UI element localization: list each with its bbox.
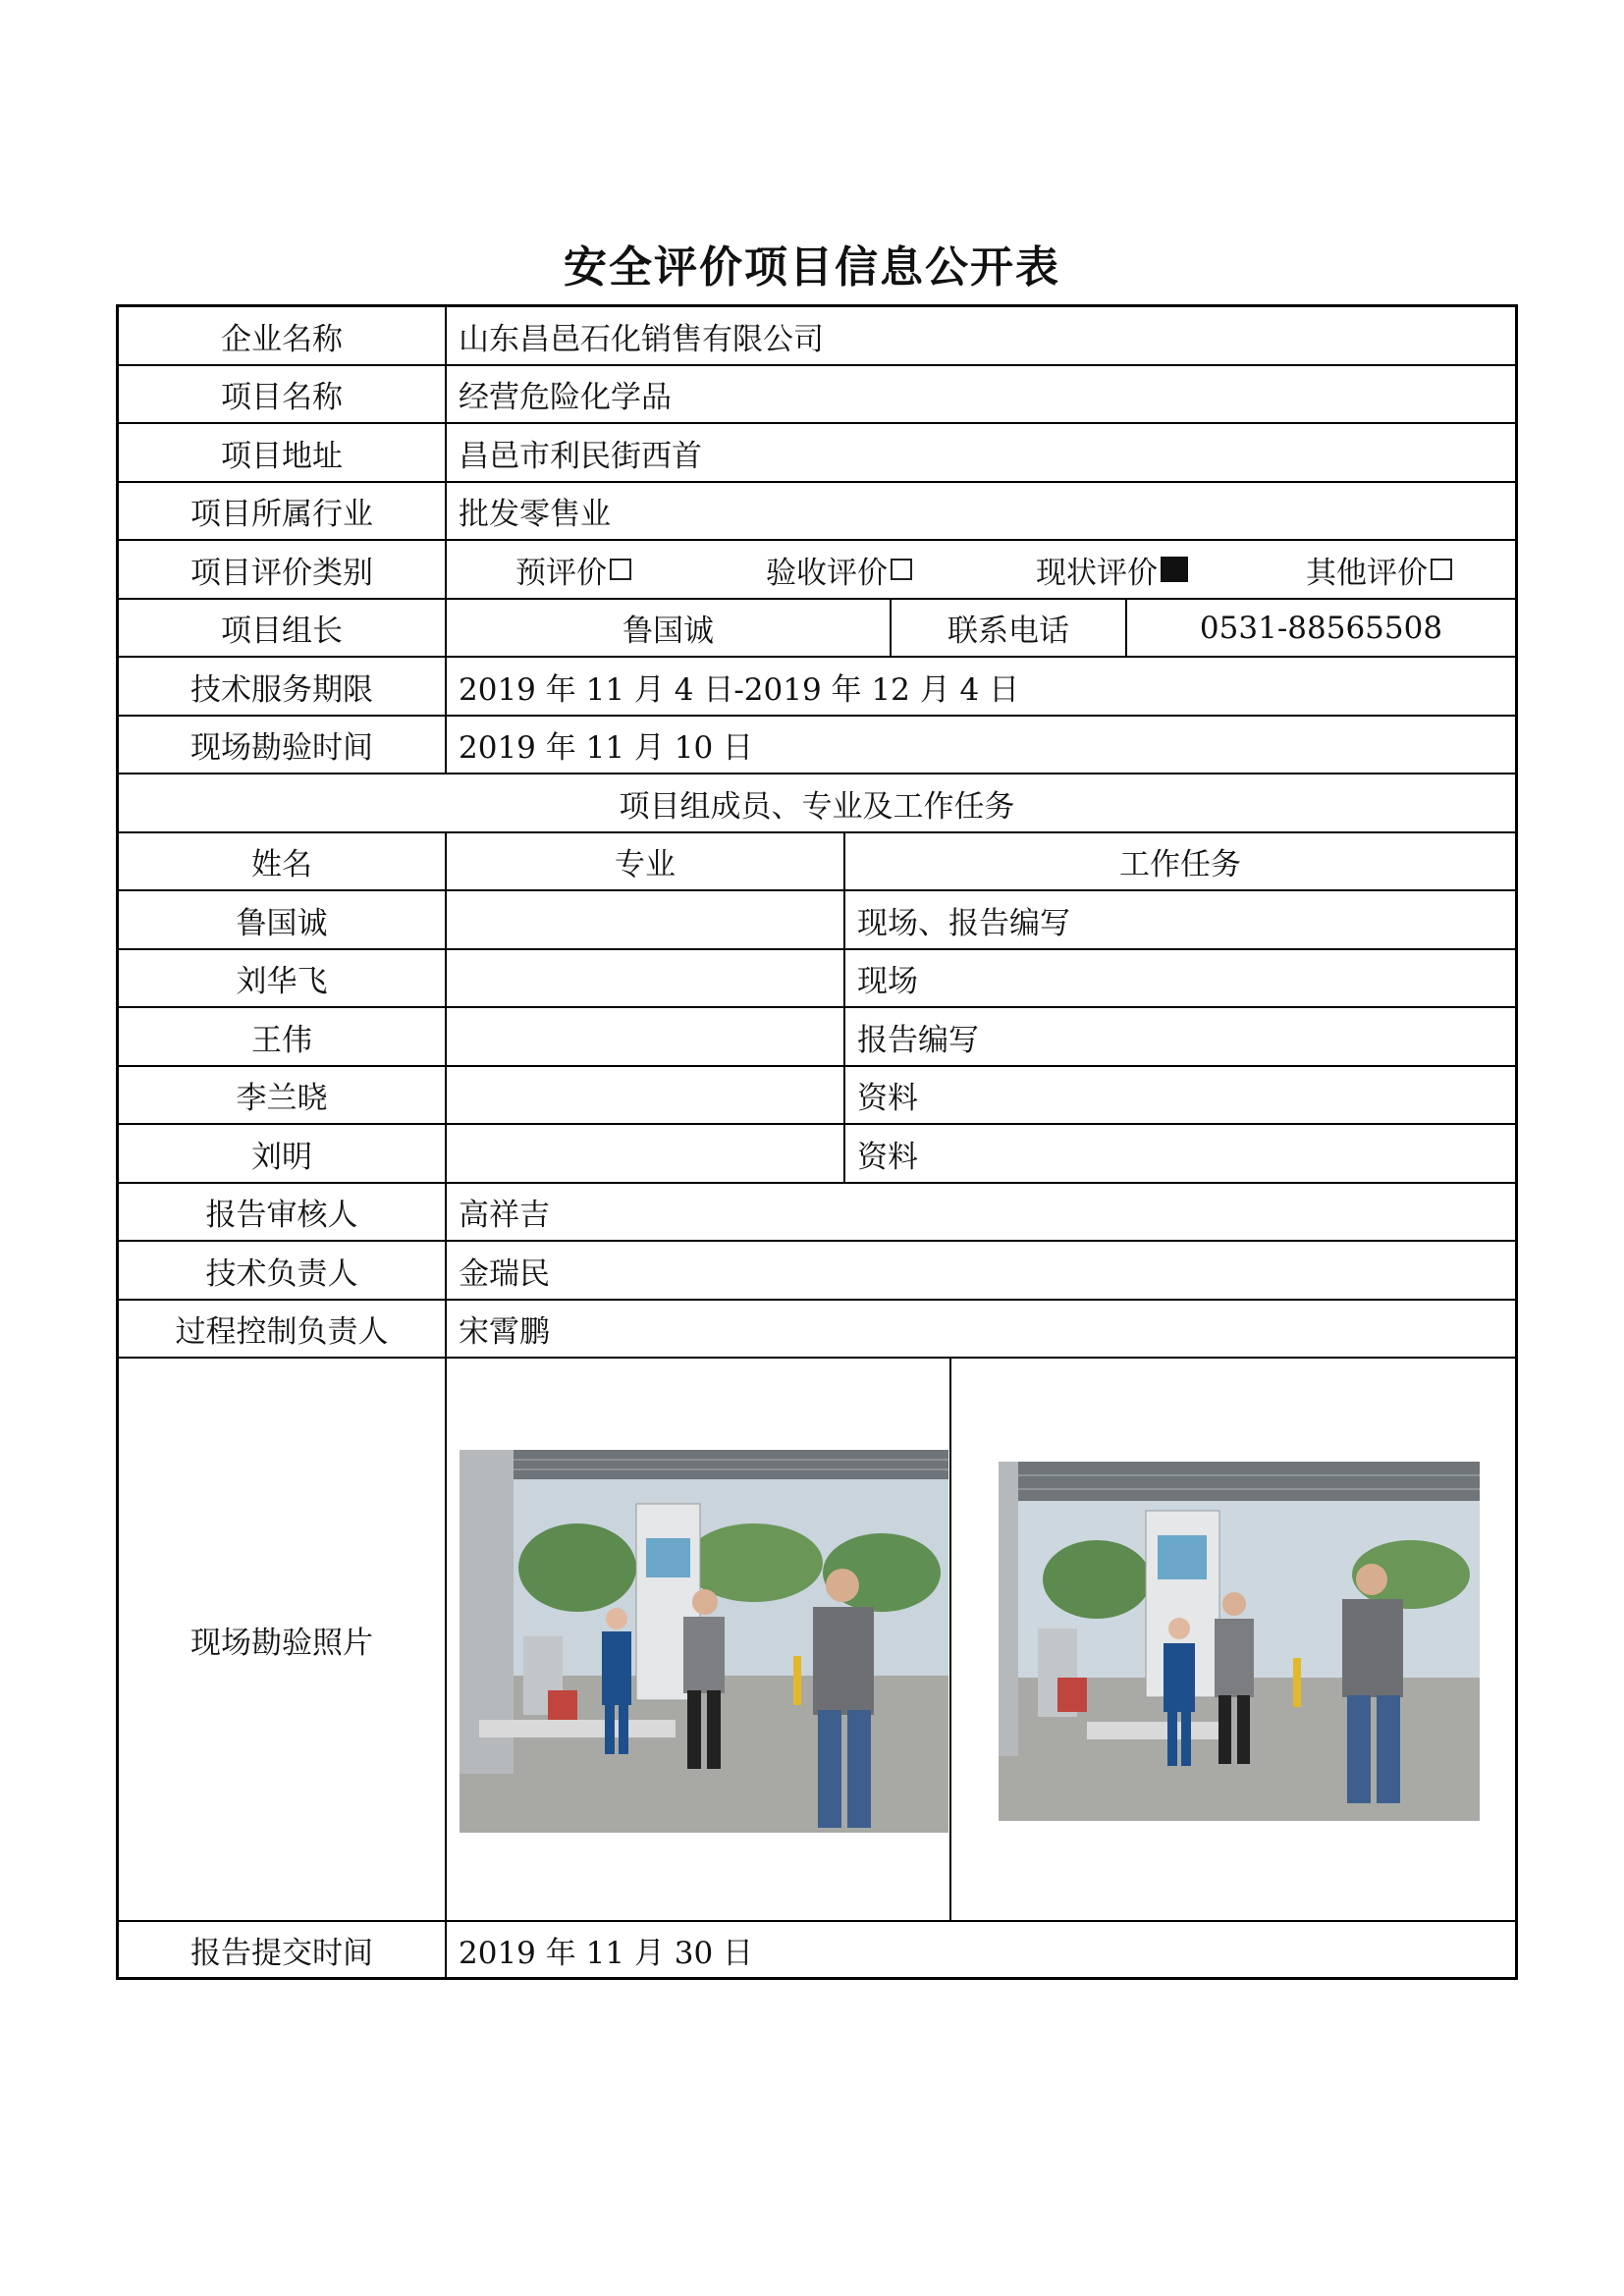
row-eval-type bbox=[119, 541, 1515, 600]
label-industry: 项目所属行业 bbox=[190, 497, 373, 532]
label-process-lead: 过程控制负责人 bbox=[175, 1314, 389, 1350]
checkbox-icon bbox=[610, 559, 631, 580]
row-industry bbox=[119, 483, 1515, 541]
value-service-period: 2019 年 11 月 4 日-2019 年 12 月 4 日 bbox=[445, 658, 1515, 715]
value-reviewer: 高祥吉 bbox=[445, 1184, 1515, 1240]
page-title: 安全评价项目信息公开表 bbox=[564, 242, 1060, 293]
member-row bbox=[119, 950, 1515, 1008]
value-tech-lead: 金瑞民 bbox=[445, 1242, 1515, 1299]
checkbox-icon bbox=[1431, 559, 1452, 580]
label-submit-time: 报告提交时间 bbox=[190, 1935, 373, 1971]
site-photo-2 bbox=[999, 1462, 1480, 1821]
value-phone: 0531-88565508 bbox=[1125, 600, 1515, 656]
member-name: 刘华飞 bbox=[236, 964, 328, 999]
member-name: 刘明 bbox=[251, 1139, 312, 1175]
label-reviewer: 报告审核人 bbox=[205, 1198, 358, 1233]
row-members-section bbox=[119, 774, 1515, 833]
row-company bbox=[119, 307, 1515, 366]
label-address: 项目地址 bbox=[221, 438, 343, 474]
value-project-name: 经营危险化学品 bbox=[445, 366, 1515, 422]
eval-option-label: 其他评价 bbox=[1306, 555, 1428, 591]
member-major bbox=[445, 1008, 843, 1065]
col-header-task: 工作任务 bbox=[843, 833, 1515, 889]
value-address: 昌邑市利民街西首 bbox=[445, 424, 1515, 481]
eval-option-label: 现状评价 bbox=[1036, 555, 1158, 591]
row-project-name bbox=[119, 366, 1515, 424]
label-service-period: 技术服务期限 bbox=[190, 671, 373, 708]
member-major bbox=[445, 950, 843, 1006]
row-reviewer bbox=[119, 1184, 1515, 1242]
member-major bbox=[445, 1125, 843, 1182]
row-address bbox=[119, 424, 1515, 483]
row-service-period bbox=[119, 658, 1515, 717]
value-company: 山东昌邑石化销售有限公司 bbox=[445, 307, 1515, 364]
eval-option-status[interactable] bbox=[1036, 541, 1188, 598]
member-name: 李兰晓 bbox=[236, 1081, 328, 1116]
members-section-heading: 项目组成员、专业及工作任务 bbox=[619, 788, 1015, 825]
member-task: 资料 bbox=[843, 1125, 1515, 1182]
eval-option-other[interactable] bbox=[1306, 541, 1452, 598]
label-tech-lead: 技术负责人 bbox=[205, 1255, 358, 1292]
info-table bbox=[116, 304, 1518, 1980]
member-major bbox=[445, 1067, 843, 1123]
checkbox-icon bbox=[891, 559, 912, 580]
label-phone: 联系电话 bbox=[890, 600, 1125, 656]
label-leader: 项目组长 bbox=[221, 614, 343, 649]
member-task: 资料 bbox=[843, 1067, 1515, 1123]
row-tech-lead bbox=[119, 1242, 1515, 1301]
member-row bbox=[119, 1008, 1515, 1067]
label-survey-time: 现场勘验时间 bbox=[190, 730, 373, 766]
member-row bbox=[119, 1067, 1515, 1125]
photo-cell-2 bbox=[949, 1359, 1515, 1920]
value-submit-time: 2019 年 11 月 30 日 bbox=[445, 1922, 1515, 1977]
value-survey-time: 2019 年 11 月 10 日 bbox=[445, 717, 1515, 773]
member-task: 现场 bbox=[843, 950, 1515, 1006]
eval-options bbox=[445, 541, 1515, 598]
label-project-name: 项目名称 bbox=[221, 380, 343, 415]
photo-cell-1 bbox=[445, 1359, 949, 1920]
checked-box-icon bbox=[1161, 557, 1188, 582]
value-leader: 鲁国诚 bbox=[445, 600, 890, 656]
member-row bbox=[119, 1125, 1515, 1184]
members-header-row bbox=[119, 833, 1515, 891]
label-eval-type: 项目评价类别 bbox=[190, 555, 373, 591]
eval-option-acceptance[interactable] bbox=[766, 541, 912, 598]
member-name: 鲁国诚 bbox=[236, 905, 328, 941]
eval-option-label: 预评价 bbox=[515, 555, 607, 591]
row-survey-time bbox=[119, 717, 1515, 774]
eval-option-pre[interactable] bbox=[515, 541, 631, 598]
col-header-name: 姓名 bbox=[251, 847, 312, 882]
label-photos: 现场勘验照片 bbox=[190, 1625, 373, 1661]
row-process-lead bbox=[119, 1301, 1515, 1359]
eval-option-label: 验收评价 bbox=[766, 555, 888, 591]
value-process-lead: 宋霄鹏 bbox=[445, 1301, 1515, 1357]
value-industry: 批发零售业 bbox=[445, 483, 1515, 539]
member-major bbox=[445, 891, 843, 948]
member-row bbox=[119, 891, 1515, 950]
member-task: 现场、报告编写 bbox=[843, 891, 1515, 948]
row-photos bbox=[119, 1359, 1515, 1922]
label-company: 企业名称 bbox=[221, 321, 343, 357]
member-name: 王伟 bbox=[251, 1022, 312, 1058]
member-task: 报告编写 bbox=[843, 1008, 1515, 1065]
col-header-major: 专业 bbox=[445, 833, 843, 889]
row-leader bbox=[119, 600, 1515, 658]
site-photo-1 bbox=[460, 1450, 948, 1833]
row-submit-time bbox=[119, 1922, 1515, 1977]
